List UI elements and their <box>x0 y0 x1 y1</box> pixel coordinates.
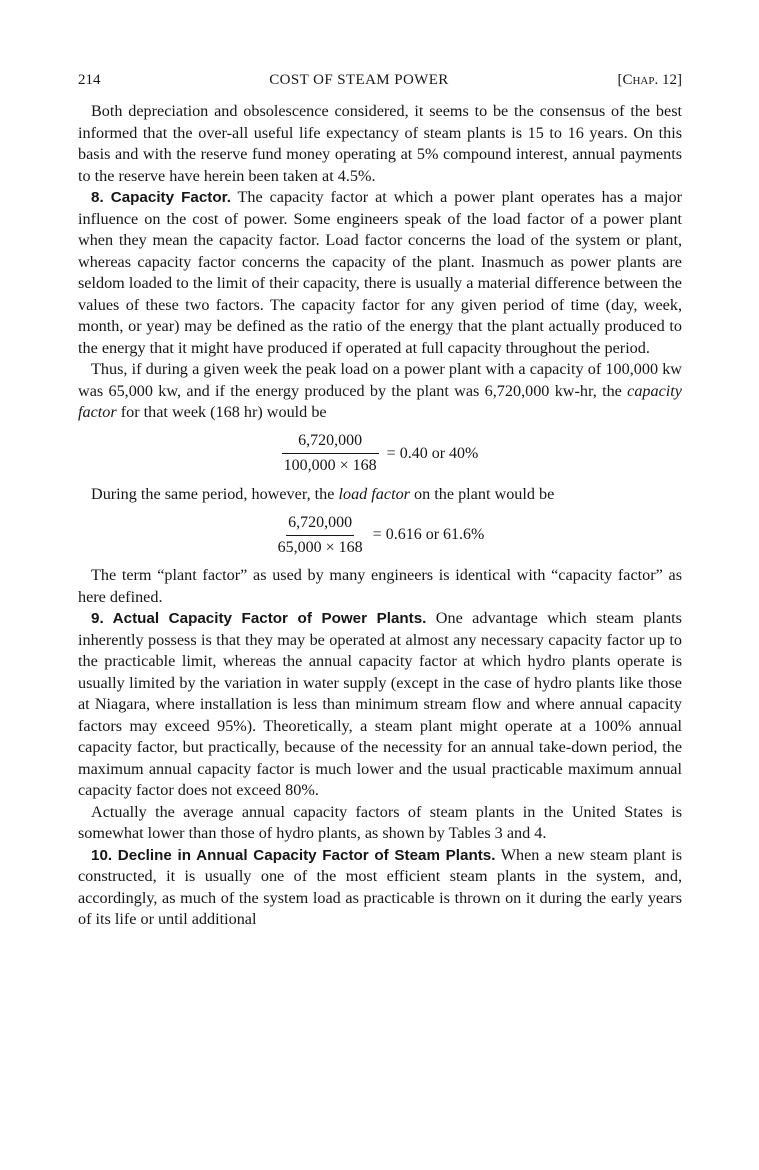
running-title: COST OF STEAM POWER <box>269 72 449 88</box>
capacity-numerator: 6,720,000 <box>298 432 363 449</box>
load-result: = 0.616 or 61.6% <box>372 526 485 544</box>
section-10-heading: 10. Decline in Annual Capacity Factor of Steam Plants. <box>91 846 496 864</box>
capacity-denominator: 100,000 × 168 <box>282 453 379 477</box>
section-10-paragraph <box>78 845 682 931</box>
page-number: 214 <box>78 72 101 88</box>
load-emphasis: load factor <box>338 484 410 503</box>
load-denominator: 65,000 × 168 <box>277 538 363 556</box>
section-8-heading: 8. Capacity Factor. <box>91 189 231 206</box>
capacity-factor-formula <box>78 424 682 484</box>
load-text-a: During the same period, however, the <box>91 484 339 503</box>
example-text-b: for that week (168 hr) would be <box>116 403 327 421</box>
load-numerator: 6,720,000 <box>286 512 354 536</box>
example-text-a: Thus, if during a given week the peak load on a power plant with a capacity of 100,000 kw was 65,000 kw, and if the energy produced by the plant was 6,720,000 kw-hr, the <box>78 360 682 400</box>
capacity-fraction <box>282 430 379 477</box>
chapter-label: [Chap. 12] <box>617 72 682 88</box>
paragraph-example <box>78 359 682 424</box>
section-8-text: The capacity factor at which a power plant operates has a major influence on the cost of power. Some engineers speak of the load factor of a power plant when they mean the capacity factor. Load factor concerns the load of the system or plant, whereas capacity factor concerns the capacity of the plant. Inasmuch as power plants are seldom loaded to the limit of their capacity, there is usually a material difference between the values of these two factors. The capacity factor for any given period of time (day, week, month, or year) may be defined as the ratio of the energy that the plant actually produced to the energy that it might have produced if operated at full capacity throughout the period. <box>78 188 683 357</box>
paragraph-depreciation: Both depreciation and obsolescence considered, it seems to be the consensus of the best informed that the over-all useful life expectancy of steam plants is 15 to 16 years. On this basis and with the reserve fund money operating at 5% compound interest, annual payments to the reserve have herein been taken at 4.5%. <box>78 102 682 185</box>
capacity-result: = 0.40 or 40% <box>386 444 479 462</box>
load-fraction <box>276 512 365 559</box>
section-9-text: One advantage which steam plants inherently possess is that they may be operated at almost any necessary capacity factor up to the practicable limit, whereas the annual capacity factor at which hydro plants operate is usually limited by the variation in water supply (except in the case of hydro plants like those at Niagara, where installation is less than minimum stream flow and where annual capacity factors may exceed 95%). Theoretically, a steam plant might operate at a 100% annual capacity factor, but practically, because of the necessity for an annual take-down period, the maximum annual capacity factor is much lower and the usual practicable maximum annual capacity factor does not exceed 80%. <box>78 609 682 799</box>
section-9-paragraph <box>78 608 682 802</box>
section-8-paragraph <box>78 187 682 359</box>
section-10-text: When a new steam plant is constructed, it is usually one of the most efficient steam plants in the system, and, accordingly, as much of the system load as practicable is thrown on it during the early years of its life or until additional <box>78 845 683 928</box>
paragraph-load-factor <box>78 484 682 506</box>
paragraph-averages: Actually the average annual capacity factors of steam plants in the United States is somewhat lower than those of hydro plants, as shown by Tables 3 and 4. <box>78 802 682 842</box>
load-factor-formula <box>78 505 682 565</box>
paragraph-plant-factor: The term “plant factor” as used by many engineers is identical with “capacity factor” as here defined. <box>78 566 682 606</box>
book-page <box>78 70 682 931</box>
running-head <box>78 70 682 92</box>
load-text-b: on the plant would be <box>409 484 555 503</box>
section-9-heading: 9. Actual Capacity Factor of Power Plants. <box>91 610 427 627</box>
example-emphasis: capacity factor <box>78 381 682 421</box>
